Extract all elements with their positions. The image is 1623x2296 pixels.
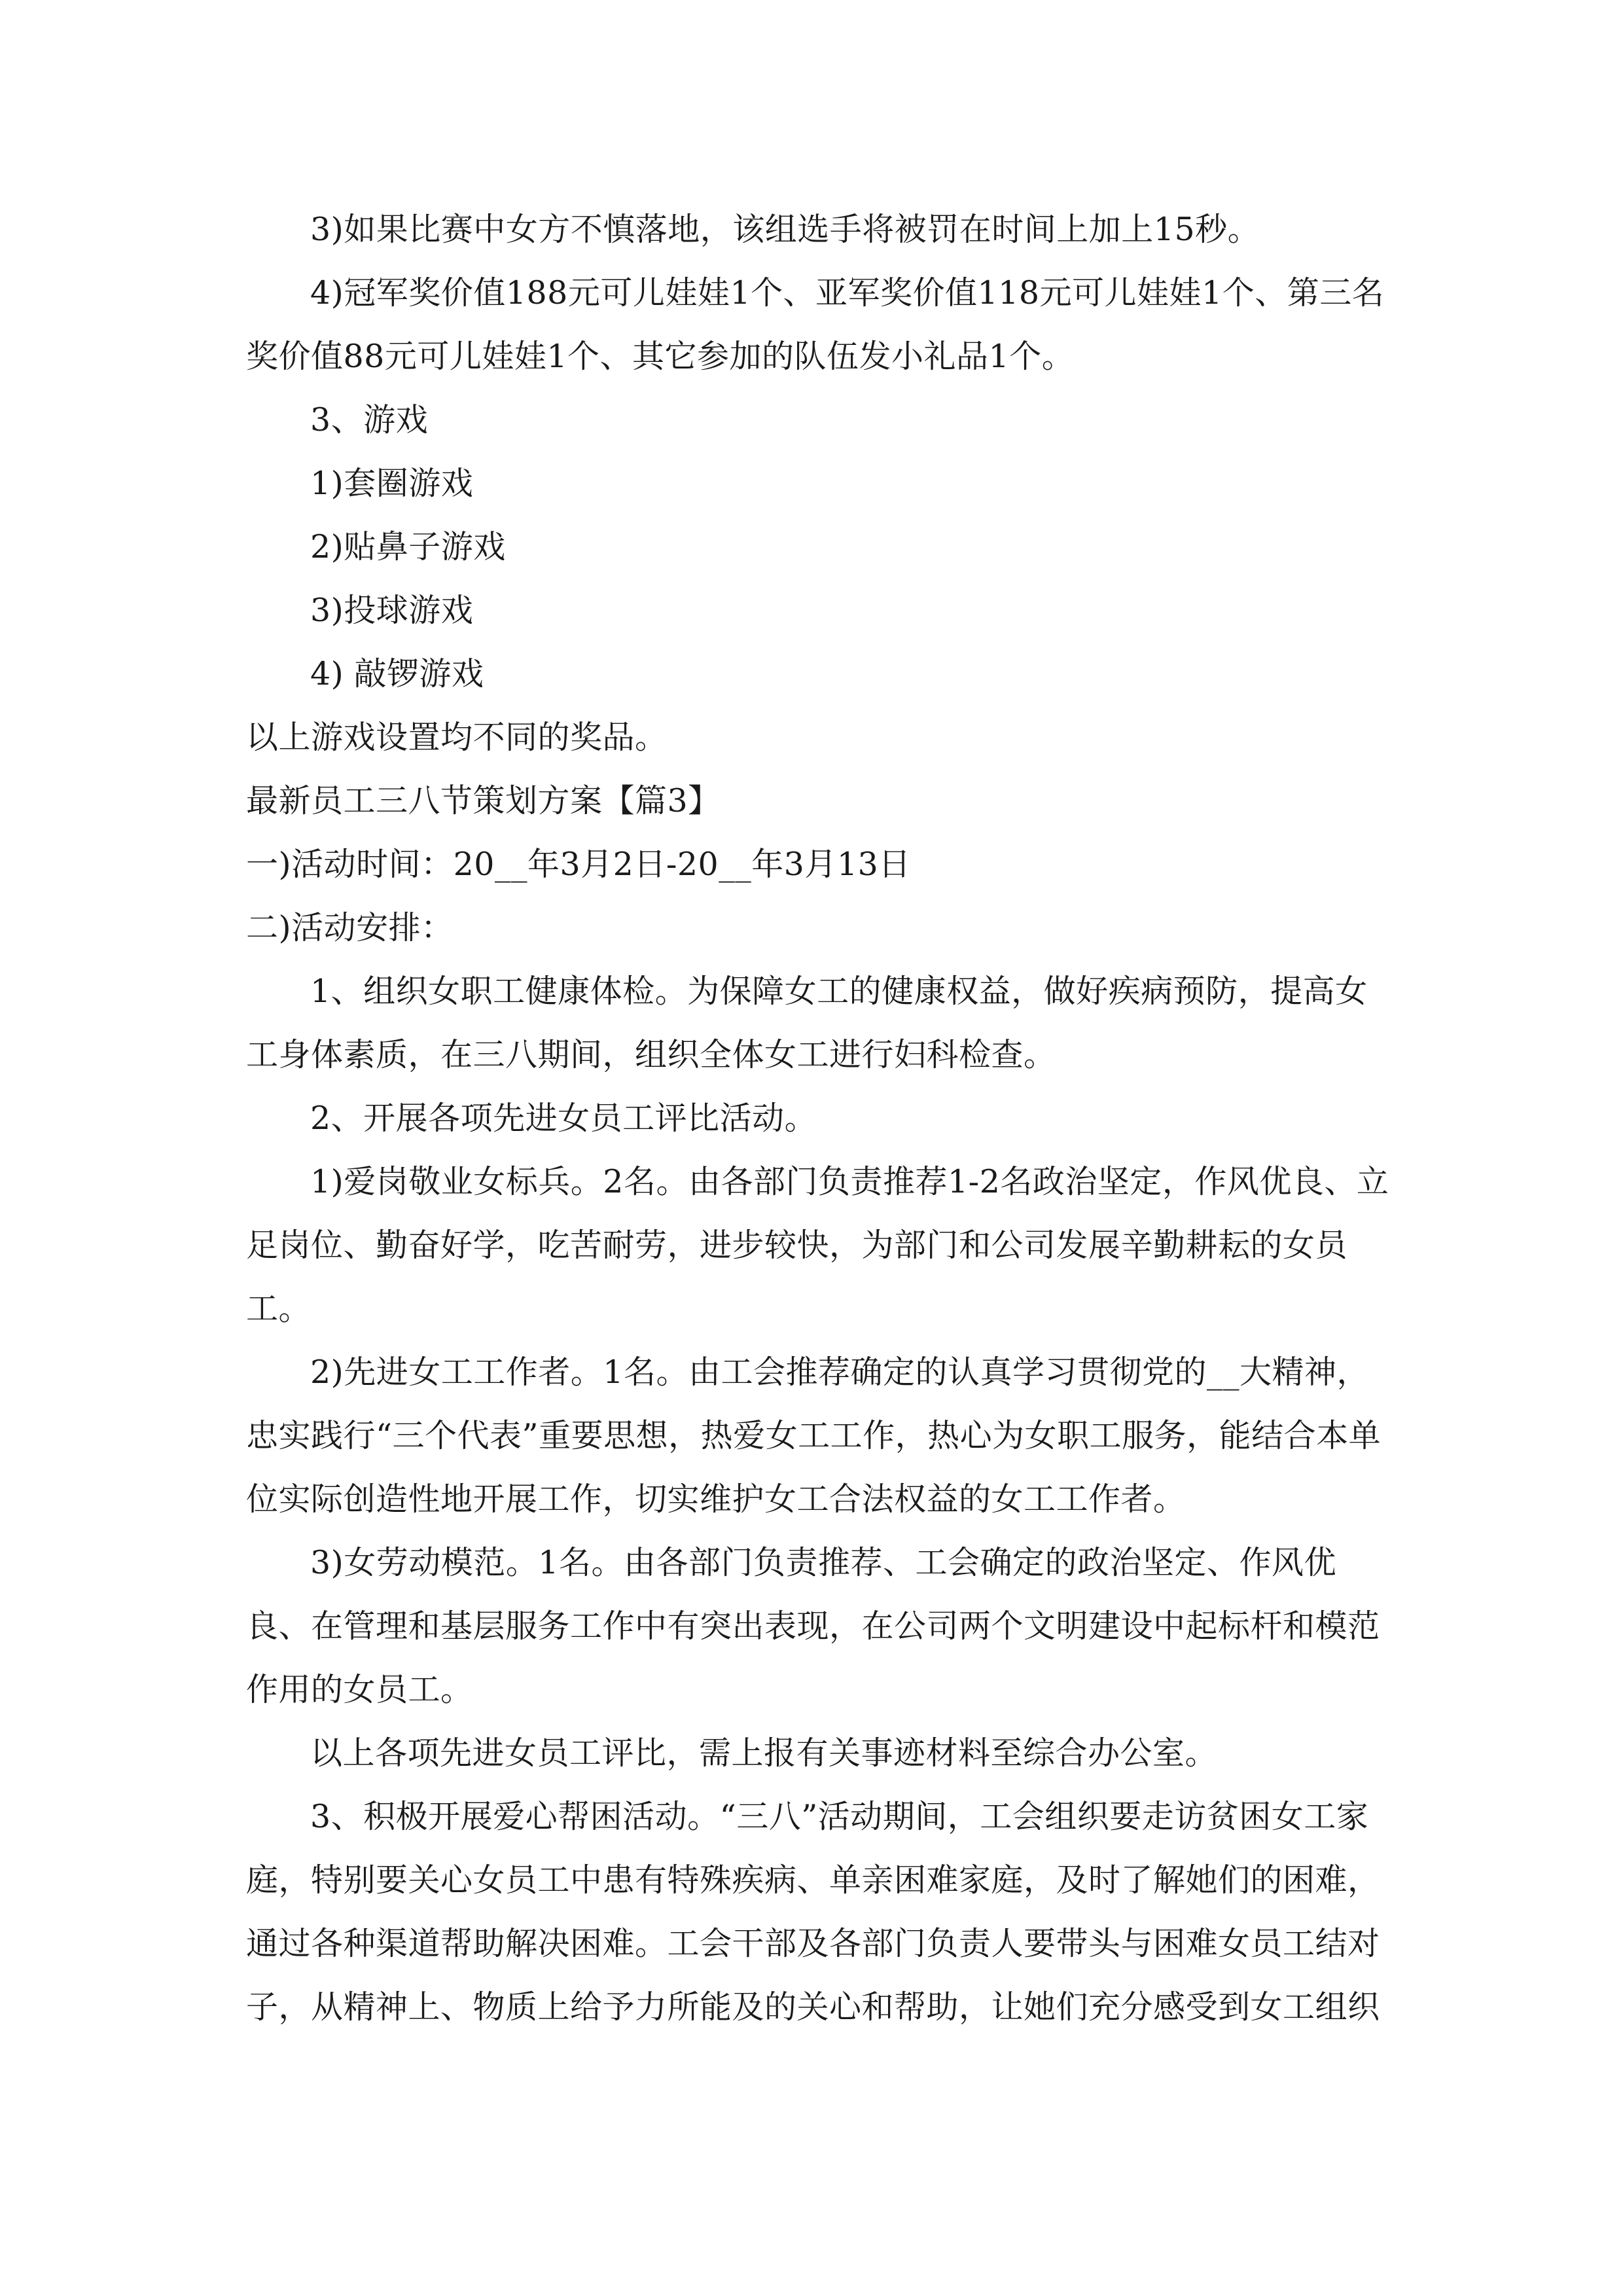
paragraph: 1、组织女职工健康体检。为保障女工的健康权益，做好疾病预防，提高女工身体素质，在三八期间，组织全体女工进行妇科检查。 [246,973,1368,1073]
paragraph: 1)爱岗敬业女标兵。2名。由各部门负责推荐1-2名政治坚定，作风优良、立足岗位、勤奋好学，吃苦耐劳，进步较快，为部门和公司发展辛勤耕耘的女员工。 [246,1163,1389,1327]
list-item: 2)贴鼻子游戏 [310,528,506,565]
list-item: 1)套圈游戏 [310,465,474,502]
section-heading: 3、游戏 [310,401,429,439]
paragraph: 以上各项先进女员工评比，需上报有关事迹材料至综合办公室。 [310,1734,1218,1772]
list-item: 3)投球游戏 [310,592,474,629]
article-title: 最新员工三八节策划方案【篇3】 [246,782,721,819]
list-item: 4) 敲锣游戏 [310,655,484,692]
paragraph: 3)女劳动模范。1名。由各部门负责推荐、工会确定的政治坚定、作风优良、在管理和基层服务工作中有突出表现，在公司两个文明建设中起标杆和模范作用的女员工。 [246,1544,1380,1708]
section-heading: 一)活动时间：20__年3月2日-20__年3月13日 [246,846,911,883]
paragraph: 4)冠军奖价值188元可儿娃娃1个、亚军奖价值118元可儿娃娃1个、第三名奖价值88元可儿娃娃1个、其它参加的队伍发小礼品1个。 [246,274,1385,375]
paragraph: 2、开展各项先进女员工评比活动。 [310,1100,817,1137]
paragraph: 以上游戏设置均不同的奖品。 [246,719,668,756]
section-heading: 二)活动安排： [246,909,454,946]
paragraph: 3、积极开展爱心帮困活动。“三八”活动期间，工会组织要走访贫困女工家庭，特别要关心女员工中患有特殊疾病、单亲困难家庭，及时了解她们的困难，通过各种渠道帮助解决困难。工会干部及各部门负责人要带头与困难女员工结对子，从精神上、物质上给予力所能及的关心和帮助，让她们充分感受到女工组织 [246,1798,1380,2026]
document-body [246,198,1398,2039]
paragraph: 3)如果比赛中女方不慎落地，该组选手将被罚在时间上加上15秒。 [310,211,1260,248]
paragraph: 2)先进女工工作者。1名。由工会推荐确定的认真学习贯彻党的__大精神，忠实践行“三个代表”重要思想，热爱女工工作，热心为女职工服务，能结合本单位实际创造性地开展工作，切实维护女工合法权益的女工工作者。 [246,1354,1382,1518]
